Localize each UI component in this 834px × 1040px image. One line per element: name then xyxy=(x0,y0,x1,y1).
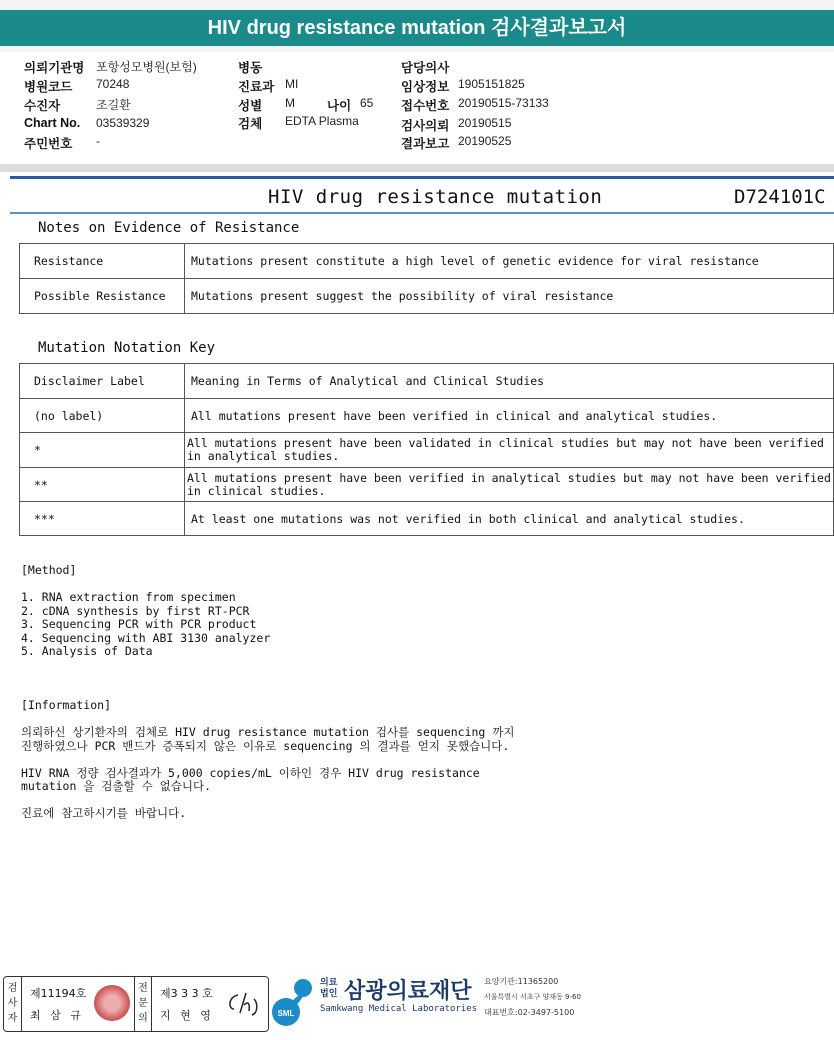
section-gap xyxy=(0,164,834,172)
receipt-no-label: 접수번호 xyxy=(401,99,450,113)
sex-value: M xyxy=(285,96,295,110)
dept-value: MI xyxy=(285,77,299,91)
report-header xyxy=(0,0,834,52)
info-text xyxy=(21,726,515,821)
top-rule xyxy=(10,176,834,179)
info-line: 진행하였으나 PCR 밴드가 증폭되지 않은 이유로 sequencing 의 결과를 얻지 못했습니다. xyxy=(21,738,510,753)
table-row xyxy=(20,502,834,536)
report-date-label: 결과보고 xyxy=(401,137,450,151)
specialist-label: 전문의 xyxy=(134,977,152,1031)
title-rule xyxy=(10,212,834,214)
tester-no: 제11194호 xyxy=(30,987,87,1000)
org-english-name: Samkwang Medical Laboratories xyxy=(320,1004,478,1014)
notation-label: ** xyxy=(20,468,185,502)
report-date-value: 20190525 xyxy=(458,134,512,148)
org-address: 서울특별시 서초구 양재동 9-60 xyxy=(484,993,581,1001)
method-step: 3. Sequencing PCR with PCR product xyxy=(21,617,257,631)
recipient-value: 조길환 xyxy=(96,98,131,112)
report-title-bar: HIV drug resistance mutation 검사결과보고서 xyxy=(0,10,834,46)
evidence-text: Mutations present suggest the possibility of viral resistance xyxy=(185,279,834,314)
hospital-code-value: 70248 xyxy=(96,77,130,91)
test-code: D724101C xyxy=(734,186,826,208)
notation-text: All mutations present have been validated in clinical studies but may not have been verified in analytical studies. xyxy=(185,433,834,468)
report-title: HIV drug resistance mutation xyxy=(268,186,603,208)
notation-text: Meaning in Terms of Analytical and Clinical Studies xyxy=(185,364,834,399)
method-step: 5. Analysis of Data xyxy=(21,644,153,658)
sml-logo-icon xyxy=(270,976,318,1028)
report-footer xyxy=(0,962,834,1040)
receipt-no-value: 20190515-73133 xyxy=(458,96,549,110)
info-line: 진료에 참고하시기를 바랍니다. xyxy=(21,806,187,820)
table-row xyxy=(20,279,834,314)
org-name: 삼광의료재단 xyxy=(344,979,472,1004)
info-line: mutation 을 검출할 수 없습니다. xyxy=(21,779,211,793)
chart-no-value: 03539329 xyxy=(96,116,150,130)
signature-box xyxy=(3,976,269,1032)
hospital-code-label: 병원코드 xyxy=(24,80,73,94)
specimen-value: EDTA Plasma xyxy=(285,114,359,128)
age-label: 나이 xyxy=(327,99,352,113)
method-step: 2. cDNA synthesis by first RT-PCR xyxy=(21,603,250,618)
table-row xyxy=(20,244,834,279)
age-value: 65 xyxy=(360,96,374,110)
method-step: 1. RNA extraction from specimen xyxy=(21,590,236,604)
notation-label: Disclaimer Label xyxy=(20,364,185,399)
org-phone: 대표번호:02-3497-5100 xyxy=(484,1008,575,1017)
sml-logo-text: SML xyxy=(277,1009,295,1018)
notation-label: *** xyxy=(20,502,185,536)
notation-table xyxy=(19,363,834,536)
evidence-label: Resistance xyxy=(20,244,185,279)
notation-label: * xyxy=(20,433,185,468)
table-row xyxy=(20,433,834,468)
request-date-value: 20190515 xyxy=(458,116,512,130)
patient-info xyxy=(0,52,834,164)
notation-heading: Mutation Notation Key xyxy=(38,340,216,356)
dept-label: 진료과 xyxy=(238,80,275,94)
info-line xyxy=(21,753,515,767)
specimen-label: 검체 xyxy=(238,117,263,131)
tester-name: 최 삼 규 xyxy=(30,1009,84,1022)
resident-no-label: 주민번호 xyxy=(24,137,73,151)
report-page xyxy=(0,172,834,962)
notation-label: (no label) xyxy=(20,399,185,433)
evidence-heading: Notes on Evidence of Resistance xyxy=(38,220,300,236)
signature-icon xyxy=(224,987,264,1021)
specialist-name: 지 현 영 xyxy=(160,1009,214,1022)
referring-org-value: 포항성모병원(보험) xyxy=(96,60,197,74)
org-code: 요양기관:11365200 xyxy=(484,977,559,986)
tester-label: 검사자 xyxy=(4,977,22,1031)
chart-no-label: Chart No. xyxy=(24,116,81,130)
request-date-label: 검사의뢰 xyxy=(401,119,450,133)
notation-text: At least one mutations was not verified in both clinical and analytical studies. xyxy=(185,502,834,536)
notation-text: All mutations present have been verified in clinical and analytical studies. xyxy=(185,399,834,433)
recipient-label: 수진자 xyxy=(24,99,61,113)
ward-label: 병동 xyxy=(238,61,263,75)
method-steps xyxy=(21,591,270,659)
resident-no-value: - xyxy=(96,134,100,148)
clinical-info-label: 임상정보 xyxy=(401,80,450,94)
clinical-info-value: 1905151825 xyxy=(458,77,525,91)
method-step: 4. Sequencing with ABI 3130 analyzer xyxy=(21,630,271,645)
evidence-label: Possible Resistance xyxy=(20,279,185,314)
table-row xyxy=(20,399,834,433)
evidence-text: Mutations present constitute a high level of genetic evidence for viral resistance xyxy=(185,244,834,279)
evidence-table xyxy=(19,243,834,314)
seal-icon xyxy=(94,985,130,1021)
info-line: HIV RNA 정량 검사결과가 5,000 copies/mL 이하인 경우 HIV drug resistance xyxy=(21,765,480,780)
referring-org-label: 의뢰기관명 xyxy=(24,61,85,75)
org-prefix: 의료법인 xyxy=(320,978,338,999)
method-heading: [Method] xyxy=(21,563,77,577)
info-line: 의뢰하신 상기환자의 검체로 HIV drug resistance mutation 검사를 sequencing 까지 xyxy=(21,725,515,739)
doctor-label: 담당의사 xyxy=(401,61,450,75)
table-row xyxy=(20,364,834,399)
info-heading: [Information] xyxy=(21,698,112,712)
sex-label: 성별 xyxy=(238,99,263,113)
info-line xyxy=(21,794,515,808)
specialist-no: 제3 3 3 호 xyxy=(160,987,213,1000)
table-row xyxy=(20,468,834,502)
notation-text: All mutations present have been verified in analytical studies but may not have been verified in clinical studies. xyxy=(185,468,834,502)
